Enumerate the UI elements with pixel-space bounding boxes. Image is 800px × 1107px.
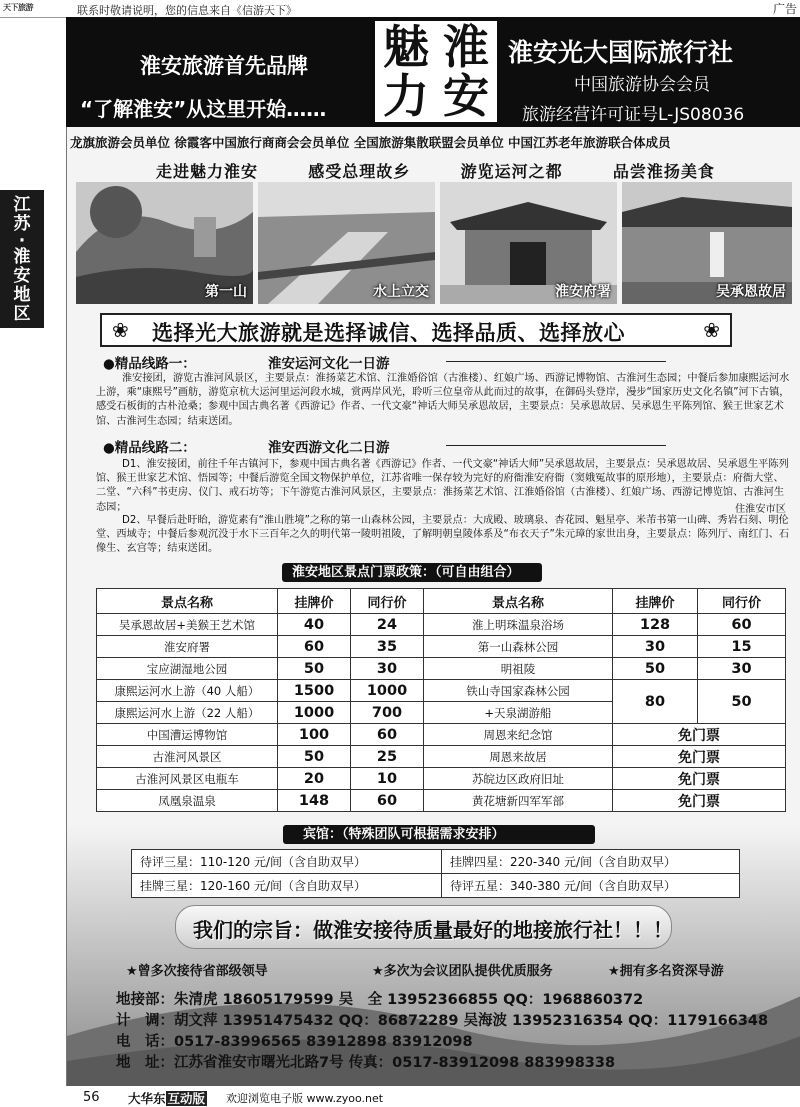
attraction-name: 淮上明珠温泉浴场 bbox=[424, 614, 613, 636]
page-footer bbox=[0, 1088, 800, 1106]
slogan-item: 感受总理故乡 bbox=[308, 162, 411, 181]
side-tab-char: 苏 bbox=[13, 214, 31, 234]
slogan-row bbox=[156, 159, 715, 182]
logo-char: 力 bbox=[383, 69, 429, 123]
ad-label: 广告 bbox=[772, 2, 797, 16]
attraction-name: 吴承恩故居+美猴王艺术馆 bbox=[97, 614, 278, 636]
table-row bbox=[97, 724, 786, 746]
table-row bbox=[97, 790, 786, 812]
contact-line: 地接部：朱清虎 18605179599 吴 全 13952366855 QQ：1968860372 bbox=[116, 992, 644, 1008]
peer-price: 700 bbox=[351, 702, 424, 724]
hotel-rate: 挂牌四星：220-340 元/间（含自助双早） bbox=[442, 850, 740, 874]
table-row bbox=[97, 768, 786, 790]
route2-title: 淮安西游文化二日游 bbox=[268, 440, 390, 456]
side-tab-char: 淮 bbox=[13, 247, 31, 267]
page-number: 56 bbox=[83, 1090, 100, 1105]
list-price: 148 bbox=[278, 790, 351, 812]
attraction-name: +天泉湖游船 bbox=[424, 702, 613, 724]
photo-caption: 淮安府署 bbox=[555, 284, 611, 300]
hotel-price-table bbox=[131, 849, 740, 898]
contact-block bbox=[96, 985, 796, 1072]
contact-line: 电 话：0517-83996565 83912898 83912098 bbox=[116, 1034, 473, 1050]
list-price: 128 bbox=[613, 614, 698, 636]
peer-price: 15 bbox=[698, 636, 786, 658]
peer-price: 1000 bbox=[351, 680, 424, 702]
logo-char: 安 bbox=[443, 69, 489, 123]
list-price: 50 bbox=[278, 658, 351, 680]
side-tab-char: 地 bbox=[13, 285, 31, 305]
side-tab-char: 区 bbox=[13, 304, 31, 324]
list-price: 60 bbox=[278, 636, 351, 658]
list-price: 50 bbox=[613, 658, 698, 680]
peer-price: 30 bbox=[698, 658, 786, 680]
slogan-item: 游览运河之都 bbox=[460, 162, 563, 181]
attraction-name: 黄花塘新四军军部 bbox=[424, 790, 613, 812]
column-header: 挂牌价 bbox=[278, 589, 351, 614]
license-number: 旅游经营许可证号L-JS08036 bbox=[522, 105, 745, 125]
feature-item: ★曾多次接待省部级领导 bbox=[126, 964, 268, 979]
attraction-name: 中国漕运博物馆 bbox=[97, 724, 278, 746]
peer-price: 25 bbox=[351, 746, 424, 768]
contact-line: 计 调：胡文萍 13951475432 QQ：86872289 吴海波 13952316354 QQ：1179166348 bbox=[116, 1013, 769, 1029]
column-header: 景点名称 bbox=[424, 589, 613, 614]
list-price: 40 bbox=[278, 614, 351, 636]
table-row bbox=[97, 636, 786, 658]
mission-text: 我们的宗旨：做淮安接待质量最好的地接旅行社！！！ bbox=[193, 918, 673, 942]
route1-label: ●精品线路一： bbox=[103, 356, 196, 372]
attraction-name: 周恩来纪念馆 bbox=[424, 724, 613, 746]
attraction-name: 铁山寺国家森林公园 bbox=[424, 680, 613, 702]
route2-day1-stay: 住淮安市区 bbox=[735, 504, 786, 515]
peer-price: 60 bbox=[698, 614, 786, 636]
company-name: 淮安光大国际旅行社 bbox=[508, 38, 734, 67]
hotel-rate: 待评三星：110-120 元/间（含自助双早） bbox=[132, 850, 442, 874]
slogan-item: 走进魅力淮安 bbox=[156, 162, 259, 181]
logo-char: 魅 bbox=[383, 20, 429, 74]
photo-caption: 吴承恩故居 bbox=[716, 284, 786, 300]
list-price: 20 bbox=[278, 768, 351, 790]
route1-title: 淮安运河文化一日游 bbox=[268, 356, 390, 372]
photo-prefecture-office bbox=[440, 182, 617, 304]
attraction-name: 凤凰泉温泉 bbox=[97, 790, 278, 812]
attraction-name: 周恩来故居 bbox=[424, 746, 613, 768]
attraction-name: 宝应湖湿地公园 bbox=[97, 658, 278, 680]
hotel-rate: 挂牌三星：120-160 元/间（含自助双早） bbox=[132, 874, 442, 898]
free-admission: 免门票 bbox=[613, 746, 786, 768]
side-tab-char: 安 bbox=[13, 266, 31, 286]
brand-tagline: 淮安旅游首先品牌 bbox=[140, 54, 308, 78]
member-units-line: 龙旗旅游会员单位 徐霞客中国旅行商商会会员单位 全国旅游集散联盟会员单位 中国江苏老年旅游联合体成员 bbox=[70, 135, 671, 150]
column-header: 同行价 bbox=[698, 589, 786, 614]
photo-water-crossing bbox=[258, 182, 435, 304]
table-row bbox=[97, 680, 786, 702]
peer-price: 35 bbox=[351, 636, 424, 658]
attraction-name: 明祖陵 bbox=[424, 658, 613, 680]
contact-line: 地 址：江苏省淮安市曙光北路7号 传真：0517-83912098 883998338 bbox=[116, 1055, 616, 1071]
free-admission: 免门票 bbox=[613, 724, 786, 746]
magazine-logo: 天下旅游 bbox=[3, 3, 33, 12]
brand-tag: 互动版 bbox=[167, 1091, 206, 1106]
attraction-name: 苏皖边区政府旧址 bbox=[424, 768, 613, 790]
attraction-name: 古淮河风景区电瓶车 bbox=[97, 768, 278, 790]
route1-description: 淮安接团，游览古淮河风景区，主要景点：淮扬菜艺术馆、江淮婚俗馆（古淮楼）、红娘广场、西游记博物馆、古淮河生态园；中餐后参加康熙运河水上游，乘“康熙号”画舫，游览京杭大运河里运河段水城，赏两岸风光，聆听三位皇帝从此而过的故事，在御码头登岸，漫步“国家历史文化名镇”河下古镇，感受石板街的古朴沧桑；参观中国古典名著《西游记》作者、一代文豪“神话大师吴承恩故居，主要景点：吴承恩故居、吴承恩生平陈列馆、猴王世家艺术馆、古淮河生态园；结束送团。 bbox=[96, 373, 790, 427]
list-price: 80 bbox=[613, 680, 698, 724]
ticket-price-table bbox=[96, 588, 786, 812]
list-price: 50 bbox=[278, 746, 351, 768]
peer-price: 60 bbox=[351, 790, 424, 812]
peer-price: 60 bbox=[351, 724, 424, 746]
choose-us-banner bbox=[100, 313, 732, 347]
list-price: 1000 bbox=[278, 702, 351, 724]
ornament-icon: ❀ bbox=[703, 318, 720, 342]
free-admission: 免门票 bbox=[613, 768, 786, 790]
mission-banner bbox=[175, 905, 672, 949]
region-side-tab bbox=[0, 190, 44, 328]
hotel-rate: 待评五星：340-380 元/间（含自助双早） bbox=[442, 874, 740, 898]
attraction-name: 第一山森林公园 bbox=[424, 636, 613, 658]
side-tab-char: 江 bbox=[13, 195, 31, 215]
hotel-heading: 宾馆：（特殊团队可根据需求安排） bbox=[283, 825, 595, 844]
brand-name: 大华东 bbox=[128, 1091, 166, 1106]
photo-caption: 水上立交 bbox=[373, 284, 429, 300]
banner-text: 选择光大旅游就是选择诚信、选择品质、选择放心 bbox=[152, 321, 625, 345]
ticket-policy-heading: 淮安地区景点门票政策：（可自由组合） bbox=[282, 563, 542, 582]
source-notice: 联系时敬请说明，您的信息来自《信游天下》 bbox=[77, 4, 297, 17]
photo-caption: 第一山 bbox=[205, 284, 247, 300]
feature-item: ★拥有多名资深导游 bbox=[608, 964, 724, 979]
association-membership: 中国旅游协会会员 bbox=[574, 75, 710, 95]
side-tab-char: · bbox=[18, 231, 26, 251]
top-bar bbox=[0, 0, 800, 18]
route1-rule bbox=[446, 361, 666, 362]
route2-label: ●精品线路二： bbox=[103, 440, 196, 456]
peer-price: 10 bbox=[351, 768, 424, 790]
column-header: 景点名称 bbox=[97, 589, 278, 614]
attraction-name: 康熙运河水上游（40 人船） bbox=[97, 680, 278, 702]
list-price: 30 bbox=[613, 636, 698, 658]
ornament-icon: ❀ bbox=[112, 318, 129, 342]
brand-slogan: “了解淮安”从这里开始…… bbox=[80, 97, 327, 121]
footer-brand bbox=[128, 1089, 207, 1107]
attraction-name: 康熙运河水上游（22 人船） bbox=[97, 702, 278, 724]
table-row bbox=[97, 746, 786, 768]
attraction-name: 古淮河风景区 bbox=[97, 746, 278, 768]
table-header-row bbox=[97, 589, 786, 614]
table-row bbox=[132, 874, 740, 898]
meili-huaian-logo bbox=[375, 21, 497, 122]
website-link[interactable]: 欢迎浏览电子版 www.zyoo.net bbox=[226, 1092, 384, 1105]
table-row bbox=[97, 658, 786, 680]
photo-wu-chengen-residence bbox=[622, 182, 792, 304]
column-header: 同行价 bbox=[351, 589, 424, 614]
peer-price: 50 bbox=[698, 680, 786, 724]
feature-item: ★多次为会议团队提供优质服务 bbox=[372, 964, 553, 979]
list-price: 100 bbox=[278, 724, 351, 746]
table-row bbox=[132, 850, 740, 874]
route2-rule bbox=[446, 445, 666, 446]
slogan-item: 品尝淮扬美食 bbox=[612, 162, 715, 181]
route2-day2: D2、早餐后赴盱眙，游览素有“淮山胜境”之称的第一山森林公园，主要景点：大成殿、玻璃泉、杏花园、魁星亭、米芾书第一山碑、秀岩石刻、明伦堂、西域寺；中餐后参观沉没于水下三百年之久的明代第一陵明祖陵，了解明朝皇陵体系及“布衣天子”朱元璋的家世出身，主要景点：陈列厅、南红门、石像生、玄宫等；结束送团。 bbox=[96, 515, 790, 555]
photo-first-mountain bbox=[76, 182, 253, 304]
list-price: 1500 bbox=[278, 680, 351, 702]
table-row bbox=[97, 614, 786, 636]
attraction-name: 淮安府署 bbox=[97, 636, 278, 658]
free-admission: 免门票 bbox=[613, 790, 786, 812]
logo-char: 淮 bbox=[443, 20, 489, 74]
peer-price: 30 bbox=[351, 658, 424, 680]
peer-price: 24 bbox=[351, 614, 424, 636]
route2-day1: D1、淮安接团，前往千年古镇河下，参观中国古典名著《西游记》作者、一代文豪“神话大师”吴承恩故居，主要景点：吴承恩故居、吴承恩生平陈列馆、猴王世家艺术馆、悟园等；中餐后游览全国文物保护单位，江苏省唯一保存较为完好的府衙淮安府衙（窦娥冤故事的原形地），主要景点：府衙大堂、二堂、“六科”书吏房、仪门、戒石坊等；下午游览古淮河风景区，主要景点：淮扬菜艺术馆、江淮婚俗馆（古淮楼）、红娘广场、西游记博览馆、古淮河生态园； bbox=[96, 459, 789, 513]
column-header: 挂牌价 bbox=[613, 589, 698, 614]
